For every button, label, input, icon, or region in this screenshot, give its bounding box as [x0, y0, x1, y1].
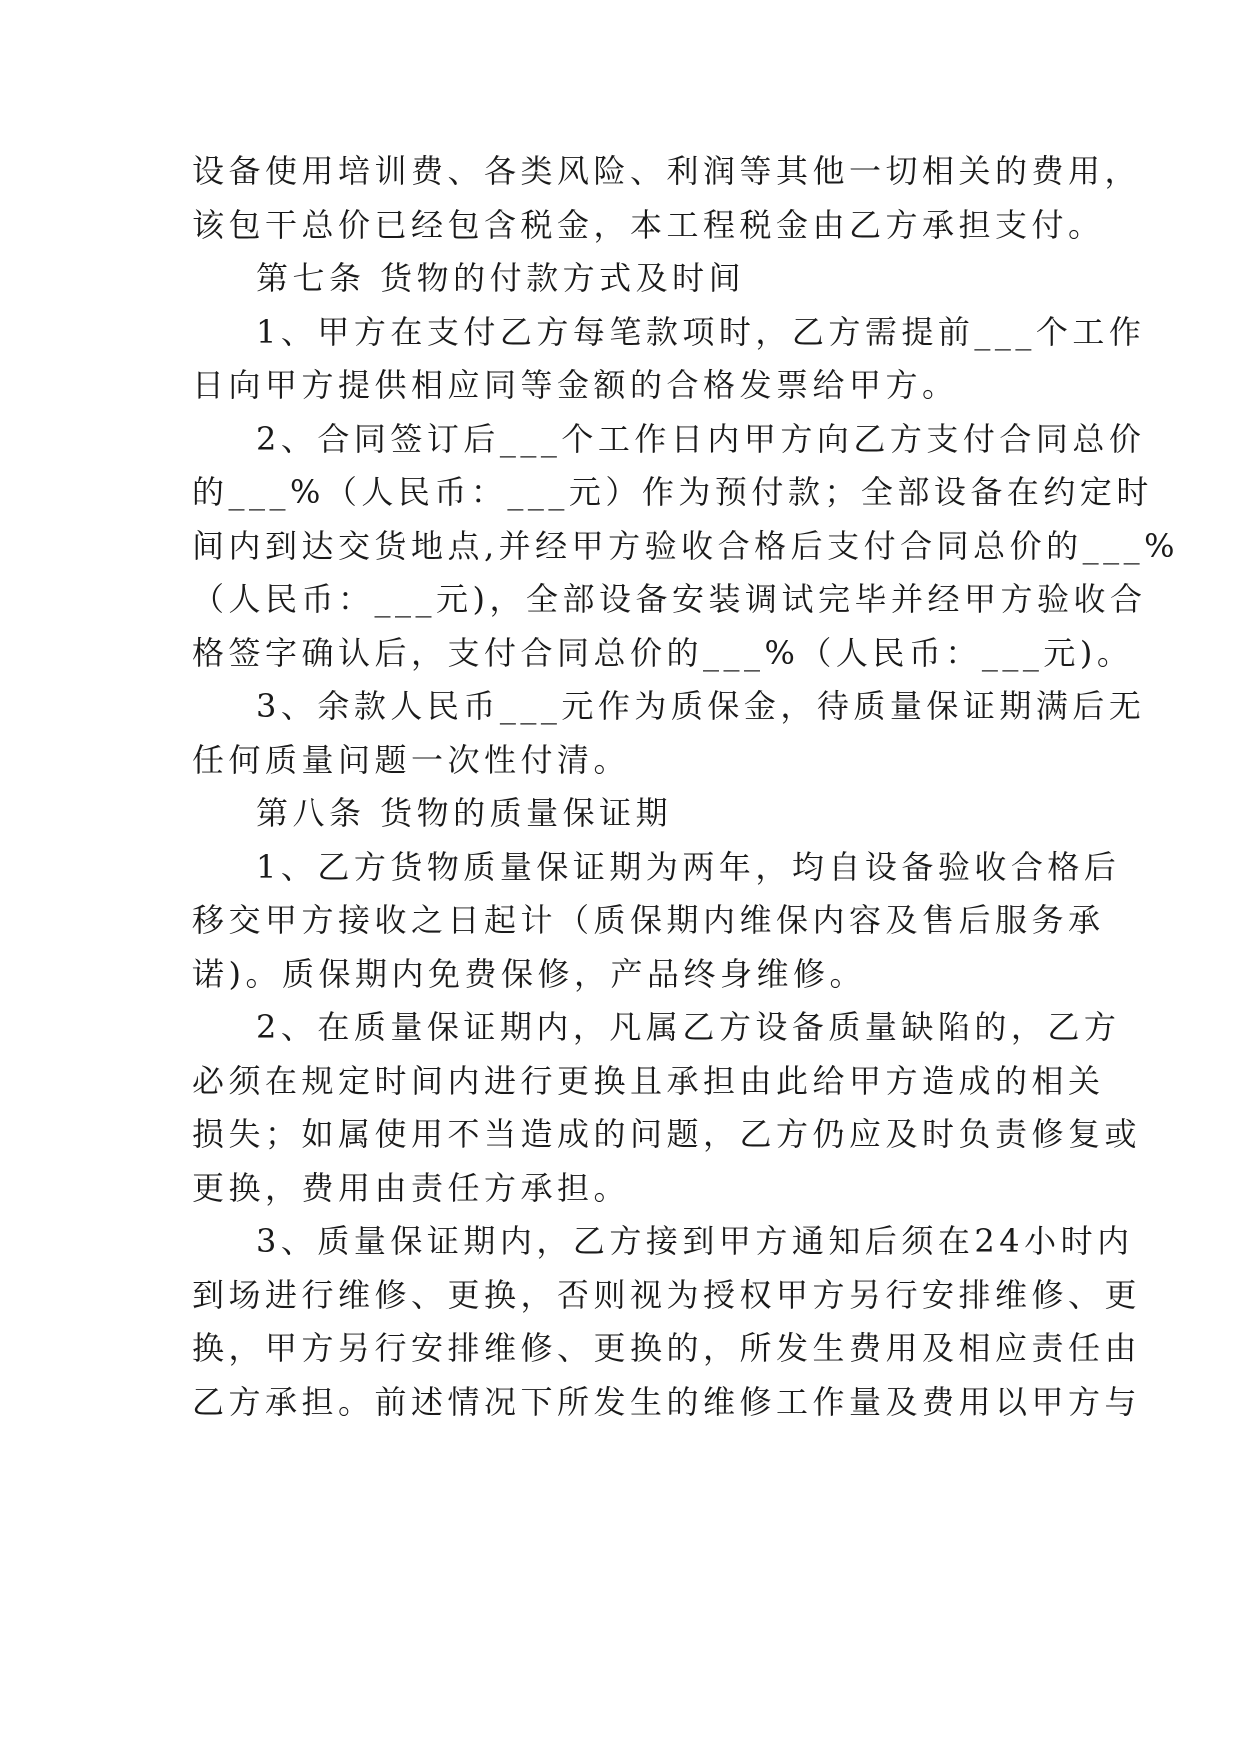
text-line: 移交甲方接收之日起计（质保期内维保内容及售后服务承: [192, 901, 1105, 939]
text-line: 1、乙方货物质量保证期为两年，均自设备验收合格后: [256, 847, 1121, 886]
text-line: 换，甲方另行安排维修、更换的，所发生费用及相应责任由: [192, 1329, 1142, 1367]
text-line: 任何质量问题一次性付清。: [192, 740, 631, 779]
text-line: 更换，费用由责任方承担。: [192, 1168, 631, 1207]
text-line: 1、甲方在支付乙方每笔款项时，乙方需提前___个工作: [256, 312, 1146, 351]
text-line: 2、合同签订后___个工作日内甲方向乙方支付合同总价: [256, 419, 1146, 458]
text-line: 的___%（人民币：___元）作为预付款；全部设备在约定时: [192, 473, 1153, 511]
document-page: [192, 145, 1180, 1429]
text-line: 2、在质量保证期内，凡属乙方设备质量缺陷的，乙方: [256, 1008, 1121, 1046]
text-line: 必须在规定时间内进行更换且承担由此给甲方造成的相关: [192, 1061, 1105, 1100]
text-line: 格签字确认后，支付合同总价的___%（人民币：___元)。: [192, 633, 1134, 672]
text-line: 设备使用培训费、各类风险、利润等其他一切相关的费用，: [192, 152, 1142, 190]
text-line: 第八条 货物的质量保证期: [256, 794, 673, 832]
text-line: 3、质量保证期内，乙方接到甲方通知后须在24小时内: [256, 1222, 1134, 1260]
text-line: （人民币：___元)，全部设备安装调试完毕并经甲方验收合: [192, 580, 1147, 618]
text-line: 3、余款人民币___元作为质保金，待质量保证期满后无: [256, 687, 1146, 725]
text-line: 日向甲方提供相应同等金额的合格发票给甲方。: [192, 366, 959, 404]
text-line: 乙方承担。前述情况下所发生的维修工作量及费用以甲方与: [192, 1382, 1142, 1421]
text-line: 到场进行维修、更换，否则视为授权甲方另行安排维修、更: [192, 1275, 1142, 1314]
text-line: 诺)。质保期内免费保修，产品终身维修。: [192, 954, 866, 993]
text-line: 该包干总价已经包含税金，本工程税金由乙方承担支付。: [192, 205, 1105, 244]
text-line: 第七条 货物的付款方式及时间: [256, 259, 746, 297]
text-line: 损失；如属使用不当造成的问题，乙方仍应及时负责修复或: [192, 1115, 1142, 1153]
text-line: 间内到达交货地点,并经甲方验收合格后支付合同总价的___%: [192, 526, 1180, 565]
